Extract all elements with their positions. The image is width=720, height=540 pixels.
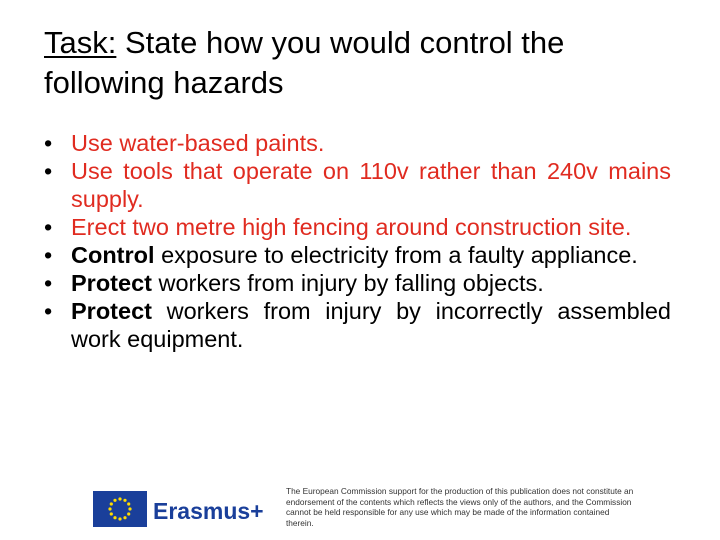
eu-flag-icon [93,491,147,527]
list-item-text: workers from injury by incorrectly assembled work equipment. [71,298,671,352]
bullet-icon: • [44,158,53,184]
list-item-text: Use water-based paints. [71,130,325,156]
list-item-text: workers from injury by falling objects. [151,270,544,296]
list-item [44,157,671,213]
list-item [44,269,671,297]
hazard-control-list [44,129,671,353]
list-item-bold: Protect [71,270,152,296]
bullet-icon: • [44,130,53,156]
slide-title [44,23,684,103]
list-item [44,213,671,241]
title-text: State how you would control the following hazards [44,25,565,100]
list-item-text: Use tools that operate on 110v rather than 240v mains supply. [71,158,671,212]
task-label: Task: [44,25,117,60]
bullet-icon: • [44,270,53,296]
bullet-icon: • [44,214,53,240]
erasmus-logo [93,491,273,531]
list-item [44,297,671,353]
list-item [44,129,671,157]
eu-stars-icon [93,491,147,527]
bullet-icon: • [44,298,53,324]
erasmus-logo-text: Erasmus+ [153,498,264,524]
list-item-text: exposure to electricity from a faulty appliance. [154,242,638,268]
eu-disclaimer: The European Commission support for the production of this publication does not constitute an endorsement of the contents which reflects the views only of the authors, and the Commission cannot be held responsible for any use which may be made of the information contained therein. [286,486,634,528]
list-item-bold: Control [71,242,155,268]
bullet-icon: • [44,242,53,268]
list-item-bold: Protect [71,298,152,324]
list-item [44,241,671,269]
list-item-text: Erect two metre high fencing around construction site. [71,214,632,240]
